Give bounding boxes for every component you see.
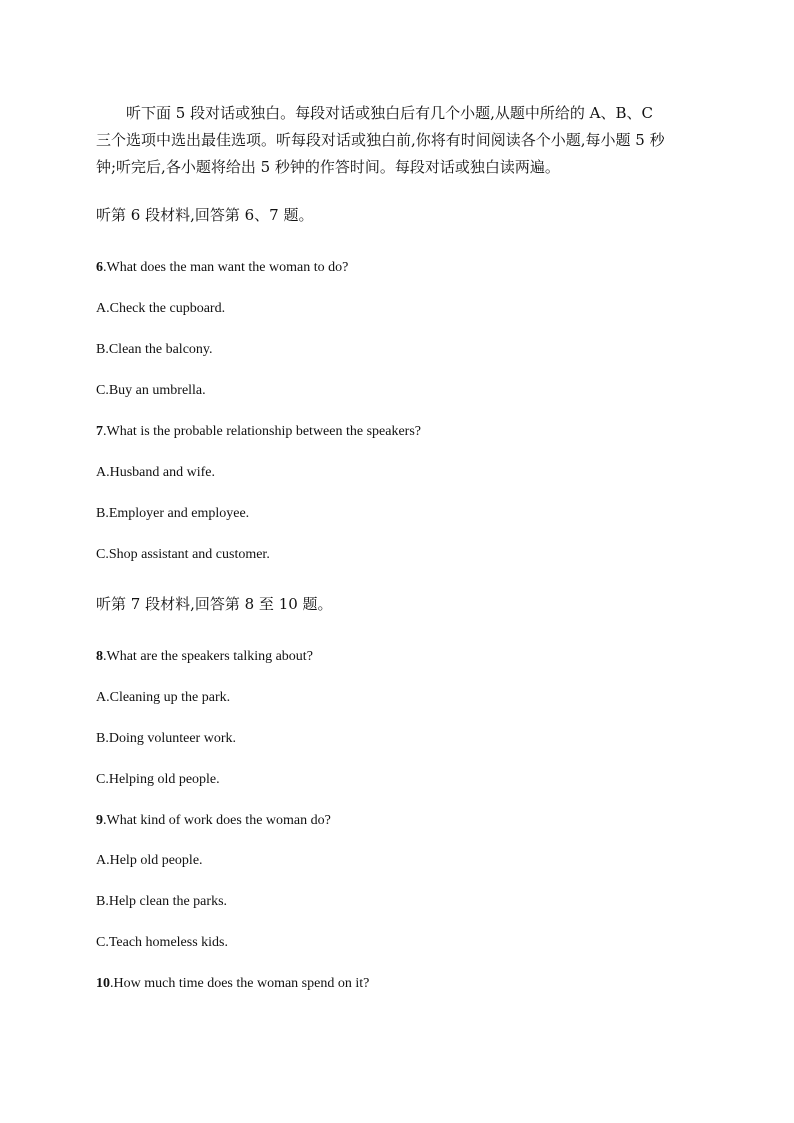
option-8c: C.Helping old people. — [96, 772, 220, 787]
question-text: .What does the man want the woman to do? — [103, 260, 349, 275]
instructions-line-1: 听下面 5 段对话或独白。每段对话或独白后有几个小题,从题中所给的 A、B、C — [126, 104, 653, 122]
option-9c: C.Teach homeless kids. — [96, 935, 228, 950]
question-6 — [96, 258, 348, 278]
option-6b: B.Clean the balcony. — [96, 342, 213, 357]
question-text: .How much time does the woman spend on it? — [110, 976, 370, 991]
question-10 — [96, 974, 369, 994]
question-8 — [96, 647, 313, 667]
question-text: .What are the speakers talking about? — [103, 649, 313, 664]
question-number: 6 — [96, 260, 103, 275]
question-number: 9 — [96, 813, 103, 828]
option-7c: C.Shop assistant and customer. — [96, 547, 270, 562]
option-9a: A.Help old people. — [96, 853, 203, 868]
option-7a: A.Husband and wife. — [96, 465, 215, 480]
question-text: .What kind of work does the woman do? — [103, 813, 331, 828]
instructions-paragraph — [96, 100, 696, 181]
question-text: .What is the probable relationship between the speakers? — [103, 424, 421, 439]
question-7 — [96, 422, 421, 442]
section-heading-6: 听第 6 段材料,回答第 6、7 题。 — [96, 206, 314, 224]
question-number: 8 — [96, 649, 103, 664]
option-8b: B.Doing volunteer work. — [96, 731, 236, 746]
question-number: 7 — [96, 424, 103, 439]
option-6a: A.Check the cupboard. — [96, 301, 226, 316]
question-number: 10 — [96, 976, 110, 991]
question-9 — [96, 811, 331, 831]
option-7b: B.Employer and employee. — [96, 506, 250, 521]
option-8a: A.Cleaning up the park. — [96, 690, 231, 705]
section-heading-7: 听第 7 段材料,回答第 8 至 10 题。 — [96, 595, 333, 613]
option-6c: C.Buy an umbrella. — [96, 383, 206, 398]
option-9b: B.Help clean the parks. — [96, 894, 228, 909]
instructions-line-3: 钟;听完后,各小题将给出 5 秒钟的作答时间。每段对话或独白读两遍。 — [96, 158, 560, 176]
instructions-line-2: 三个选项中选出最佳选项。听每段对话或独白前,你将有时间阅读各个小题,每小题 5 秒 — [96, 131, 665, 149]
